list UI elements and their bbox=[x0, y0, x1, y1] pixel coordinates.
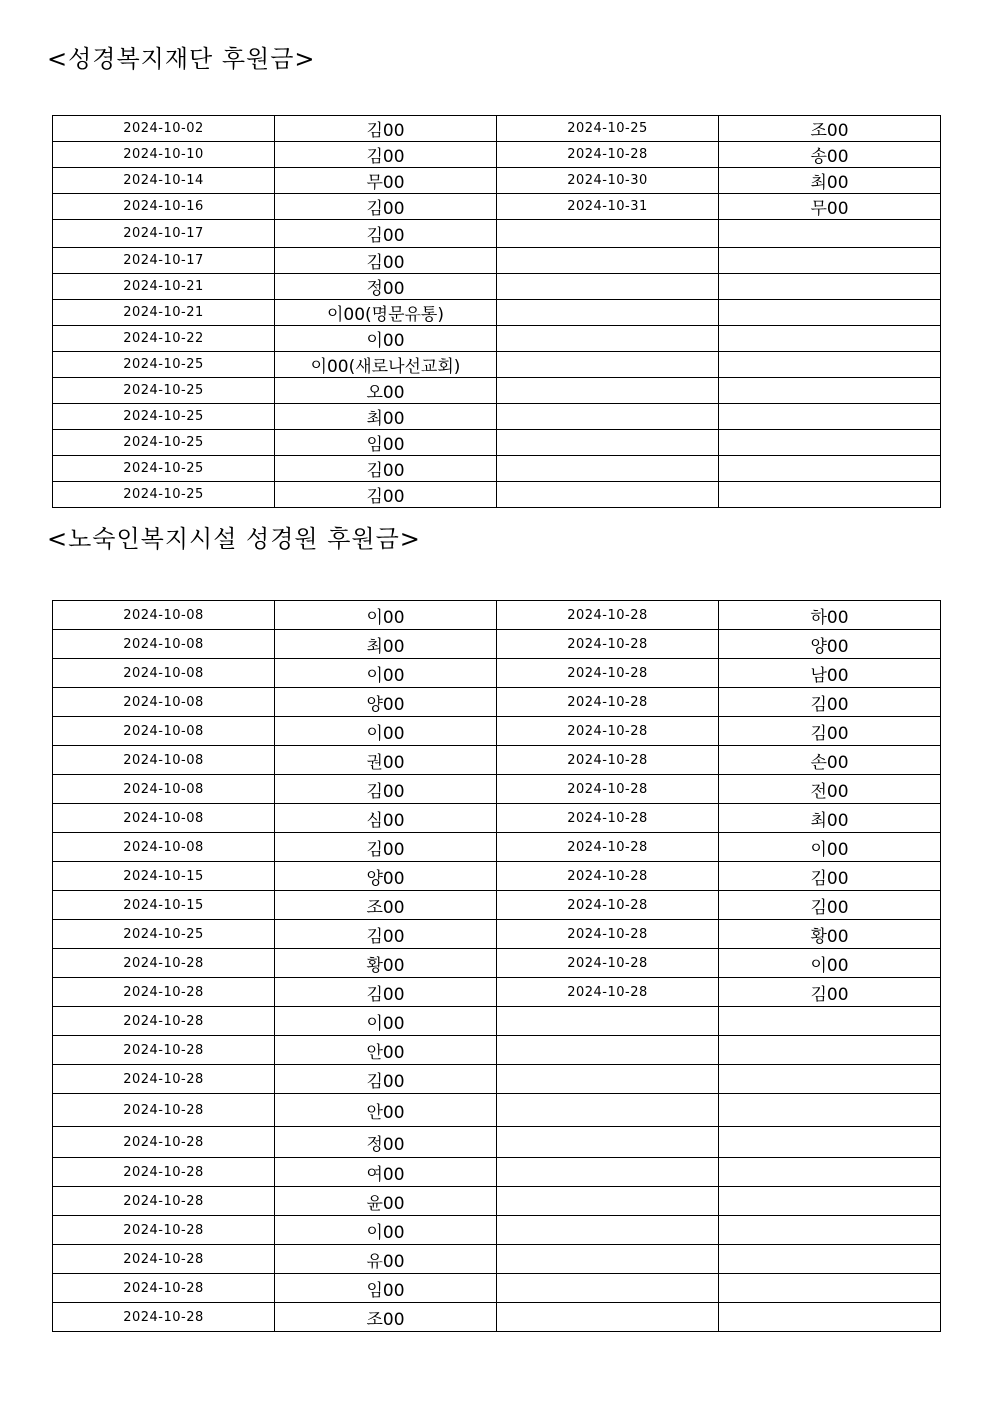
date-cell: 2024-10-17 bbox=[53, 220, 275, 248]
donor-name-cell: 하00 bbox=[719, 601, 941, 630]
donor-name-cell: 무00 bbox=[719, 194, 941, 220]
date-cell: 2024-10-08 bbox=[53, 804, 275, 833]
donor-name-cell: 이00 bbox=[719, 949, 941, 978]
date-cell: 2024-10-28 bbox=[497, 775, 719, 804]
table-row bbox=[53, 300, 941, 326]
section-title-foundation: <성경복지재단 후원금> bbox=[47, 45, 316, 73]
donor-name-cell: 무00 bbox=[275, 168, 497, 194]
date-cell: 2024-10-02 bbox=[53, 116, 275, 142]
date-cell: 2024-10-08 bbox=[53, 601, 275, 630]
date-cell bbox=[497, 220, 719, 248]
date-cell: 2024-10-28 bbox=[53, 1245, 275, 1274]
donor-name-cell: 양00 bbox=[275, 862, 497, 891]
donor-name-cell bbox=[719, 1094, 941, 1127]
table-row bbox=[53, 1007, 941, 1036]
donor-name-cell: 이00(명문유통) bbox=[275, 300, 497, 326]
table-row bbox=[53, 1158, 941, 1187]
date-cell bbox=[497, 1036, 719, 1065]
table-row bbox=[53, 1303, 941, 1332]
date-cell: 2024-10-28 bbox=[497, 804, 719, 833]
donor-name-cell bbox=[719, 1187, 941, 1216]
table-row bbox=[53, 220, 941, 248]
date-cell: 2024-10-10 bbox=[53, 142, 275, 168]
table-row bbox=[53, 168, 941, 194]
table-row bbox=[53, 378, 941, 404]
table-row bbox=[53, 688, 941, 717]
table-row bbox=[53, 352, 941, 378]
table-row bbox=[53, 274, 941, 300]
date-cell bbox=[497, 1065, 719, 1094]
donor-name-cell: 송00 bbox=[719, 142, 941, 168]
donor-name-cell: 이00 bbox=[275, 659, 497, 688]
date-cell: 2024-10-28 bbox=[497, 688, 719, 717]
table-row bbox=[53, 1036, 941, 1065]
date-cell: 2024-10-28 bbox=[497, 891, 719, 920]
donor-name-cell bbox=[719, 404, 941, 430]
table-row bbox=[53, 775, 941, 804]
donor-name-cell: 이00 bbox=[275, 326, 497, 352]
date-cell bbox=[497, 1187, 719, 1216]
date-cell: 2024-10-25 bbox=[53, 456, 275, 482]
date-cell: 2024-10-28 bbox=[497, 659, 719, 688]
date-cell bbox=[497, 1007, 719, 1036]
table-row bbox=[53, 456, 941, 482]
date-cell: 2024-10-28 bbox=[53, 978, 275, 1007]
donor-name-cell: 임00 bbox=[275, 430, 497, 456]
date-cell bbox=[497, 300, 719, 326]
donor-name-cell bbox=[719, 1216, 941, 1245]
donor-name-cell: 최00 bbox=[719, 804, 941, 833]
donor-name-cell: 조00 bbox=[275, 1303, 497, 1332]
donor-name-cell bbox=[719, 274, 941, 300]
date-cell: 2024-10-28 bbox=[53, 1036, 275, 1065]
date-cell bbox=[497, 274, 719, 300]
table-row bbox=[53, 630, 941, 659]
section-title-shelter: <노숙인복지시설 성경원 후원금> bbox=[47, 525, 421, 553]
date-cell: 2024-10-25 bbox=[53, 404, 275, 430]
table-row bbox=[53, 601, 941, 630]
date-cell: 2024-10-28 bbox=[497, 920, 719, 949]
table-row bbox=[53, 833, 941, 862]
donor-name-cell: 김00 bbox=[275, 456, 497, 482]
date-cell bbox=[497, 1274, 719, 1303]
donor-name-cell: 김00 bbox=[719, 978, 941, 1007]
donor-name-cell: 이00 bbox=[275, 1216, 497, 1245]
donor-name-cell: 조00 bbox=[719, 116, 941, 142]
date-cell bbox=[497, 482, 719, 508]
donor-name-cell bbox=[719, 248, 941, 274]
donor-name-cell: 오00 bbox=[275, 378, 497, 404]
date-cell: 2024-10-25 bbox=[53, 482, 275, 508]
date-cell: 2024-10-28 bbox=[53, 1065, 275, 1094]
donor-name-cell bbox=[719, 378, 941, 404]
table-row bbox=[53, 920, 941, 949]
date-cell: 2024-10-30 bbox=[497, 168, 719, 194]
date-cell: 2024-10-21 bbox=[53, 300, 275, 326]
donor-name-cell bbox=[719, 482, 941, 508]
date-cell bbox=[497, 404, 719, 430]
date-cell: 2024-10-28 bbox=[497, 949, 719, 978]
date-cell bbox=[497, 1094, 719, 1127]
date-cell bbox=[497, 352, 719, 378]
date-cell: 2024-10-25 bbox=[53, 430, 275, 456]
date-cell: 2024-10-08 bbox=[53, 659, 275, 688]
date-cell: 2024-10-28 bbox=[53, 1216, 275, 1245]
donor-name-cell: 김00 bbox=[719, 862, 941, 891]
donor-name-cell: 조00 bbox=[275, 891, 497, 920]
donor-name-cell: 유00 bbox=[275, 1245, 497, 1274]
donor-name-cell: 김00 bbox=[275, 833, 497, 862]
donor-name-cell: 김00 bbox=[275, 978, 497, 1007]
date-cell bbox=[497, 326, 719, 352]
date-cell: 2024-10-31 bbox=[497, 194, 719, 220]
donor-name-cell: 김00 bbox=[275, 220, 497, 248]
donor-name-cell: 최00 bbox=[719, 168, 941, 194]
date-cell: 2024-10-25 bbox=[53, 378, 275, 404]
donor-name-cell bbox=[719, 352, 941, 378]
date-cell: 2024-10-14 bbox=[53, 168, 275, 194]
table-row bbox=[53, 717, 941, 746]
donor-name-cell: 안00 bbox=[275, 1094, 497, 1127]
date-cell: 2024-10-15 bbox=[53, 862, 275, 891]
date-cell: 2024-10-28 bbox=[53, 1303, 275, 1332]
donor-name-cell: 이00 bbox=[719, 833, 941, 862]
table-row bbox=[53, 482, 941, 508]
donor-name-cell: 심00 bbox=[275, 804, 497, 833]
date-cell: 2024-10-28 bbox=[53, 1187, 275, 1216]
donor-name-cell: 남00 bbox=[719, 659, 941, 688]
donor-name-cell: 최00 bbox=[275, 404, 497, 430]
date-cell bbox=[497, 1245, 719, 1274]
date-cell: 2024-10-08 bbox=[53, 746, 275, 775]
donor-name-cell bbox=[719, 326, 941, 352]
table-row bbox=[53, 194, 941, 220]
donor-name-cell: 김00 bbox=[719, 891, 941, 920]
table-row bbox=[53, 949, 941, 978]
donor-name-cell: 김00 bbox=[719, 688, 941, 717]
donor-name-cell: 황00 bbox=[275, 949, 497, 978]
date-cell: 2024-10-28 bbox=[497, 833, 719, 862]
donor-name-cell: 김00 bbox=[275, 248, 497, 274]
date-cell: 2024-10-28 bbox=[53, 1007, 275, 1036]
date-cell: 2024-10-08 bbox=[53, 775, 275, 804]
date-cell: 2024-10-28 bbox=[497, 746, 719, 775]
donor-name-cell: 김00 bbox=[275, 920, 497, 949]
table-row bbox=[53, 659, 941, 688]
date-cell: 2024-10-25 bbox=[53, 920, 275, 949]
donor-name-cell bbox=[719, 300, 941, 326]
donor-name-cell: 전00 bbox=[719, 775, 941, 804]
donor-name-cell bbox=[719, 1127, 941, 1158]
date-cell: 2024-10-28 bbox=[497, 142, 719, 168]
date-cell bbox=[497, 1216, 719, 1245]
donation-table-foundation bbox=[52, 115, 941, 508]
donor-name-cell: 여00 bbox=[275, 1158, 497, 1187]
date-cell bbox=[497, 430, 719, 456]
donor-name-cell: 정00 bbox=[275, 274, 497, 300]
table-row bbox=[53, 1216, 941, 1245]
date-cell: 2024-10-28 bbox=[53, 1127, 275, 1158]
date-cell: 2024-10-08 bbox=[53, 833, 275, 862]
donor-name-cell bbox=[719, 456, 941, 482]
date-cell bbox=[497, 1303, 719, 1332]
date-cell: 2024-10-15 bbox=[53, 891, 275, 920]
donor-name-cell: 안00 bbox=[275, 1036, 497, 1065]
donor-name-cell bbox=[719, 1007, 941, 1036]
donor-name-cell: 양00 bbox=[719, 630, 941, 659]
date-cell: 2024-10-28 bbox=[53, 1094, 275, 1127]
donor-name-cell bbox=[719, 1158, 941, 1187]
date-cell: 2024-10-28 bbox=[497, 978, 719, 1007]
donor-name-cell: 김00 bbox=[275, 116, 497, 142]
donor-name-cell: 정00 bbox=[275, 1127, 497, 1158]
table-row bbox=[53, 1127, 941, 1158]
table-row bbox=[53, 1245, 941, 1274]
donor-name-cell bbox=[719, 220, 941, 248]
donor-name-cell: 이00 bbox=[275, 717, 497, 746]
donor-name-cell: 손00 bbox=[719, 746, 941, 775]
table-row bbox=[53, 1274, 941, 1303]
table-row bbox=[53, 116, 941, 142]
date-cell bbox=[497, 248, 719, 274]
date-cell: 2024-10-25 bbox=[53, 352, 275, 378]
date-cell: 2024-10-28 bbox=[497, 601, 719, 630]
table-row bbox=[53, 1187, 941, 1216]
date-cell: 2024-10-28 bbox=[53, 949, 275, 978]
date-cell: 2024-10-25 bbox=[497, 116, 719, 142]
donor-name-cell: 임00 bbox=[275, 1274, 497, 1303]
donor-name-cell bbox=[719, 1274, 941, 1303]
donor-name-cell bbox=[719, 1036, 941, 1065]
table-row bbox=[53, 804, 941, 833]
date-cell: 2024-10-08 bbox=[53, 688, 275, 717]
table-row bbox=[53, 1094, 941, 1127]
date-cell: 2024-10-08 bbox=[53, 717, 275, 746]
donor-name-cell: 이00 bbox=[275, 601, 497, 630]
table-row bbox=[53, 248, 941, 274]
table-row bbox=[53, 404, 941, 430]
donor-name-cell bbox=[719, 1065, 941, 1094]
donor-name-cell: 김00 bbox=[275, 1065, 497, 1094]
table-row bbox=[53, 891, 941, 920]
donor-name-cell: 김00 bbox=[275, 775, 497, 804]
table-row bbox=[53, 326, 941, 352]
donor-name-cell: 권00 bbox=[275, 746, 497, 775]
donor-name-cell: 황00 bbox=[719, 920, 941, 949]
table-row bbox=[53, 746, 941, 775]
donor-name-cell bbox=[719, 430, 941, 456]
donor-name-cell: 윤00 bbox=[275, 1187, 497, 1216]
date-cell bbox=[497, 456, 719, 482]
donor-name-cell: 김00 bbox=[275, 482, 497, 508]
donor-name-cell: 이00(새로나선교회) bbox=[275, 352, 497, 378]
table-row bbox=[53, 862, 941, 891]
date-cell bbox=[497, 1127, 719, 1158]
date-cell: 2024-10-16 bbox=[53, 194, 275, 220]
date-cell: 2024-10-28 bbox=[497, 630, 719, 659]
table-row bbox=[53, 978, 941, 1007]
donor-name-cell: 김00 bbox=[275, 194, 497, 220]
date-cell: 2024-10-28 bbox=[53, 1274, 275, 1303]
date-cell: 2024-10-28 bbox=[497, 862, 719, 891]
table-row bbox=[53, 1065, 941, 1094]
donor-name-cell: 최00 bbox=[275, 630, 497, 659]
donor-name-cell: 이00 bbox=[275, 1007, 497, 1036]
donor-name-cell bbox=[719, 1245, 941, 1274]
date-cell: 2024-10-28 bbox=[53, 1158, 275, 1187]
table-row bbox=[53, 142, 941, 168]
date-cell: 2024-10-08 bbox=[53, 630, 275, 659]
date-cell bbox=[497, 1158, 719, 1187]
donation-table-shelter bbox=[52, 600, 941, 1332]
date-cell bbox=[497, 378, 719, 404]
donor-name-cell: 김00 bbox=[719, 717, 941, 746]
donor-name-cell: 김00 bbox=[275, 142, 497, 168]
donor-name-cell bbox=[719, 1303, 941, 1332]
date-cell: 2024-10-17 bbox=[53, 248, 275, 274]
table-row bbox=[53, 430, 941, 456]
date-cell: 2024-10-28 bbox=[497, 717, 719, 746]
date-cell: 2024-10-21 bbox=[53, 274, 275, 300]
donor-name-cell: 양00 bbox=[275, 688, 497, 717]
date-cell: 2024-10-22 bbox=[53, 326, 275, 352]
